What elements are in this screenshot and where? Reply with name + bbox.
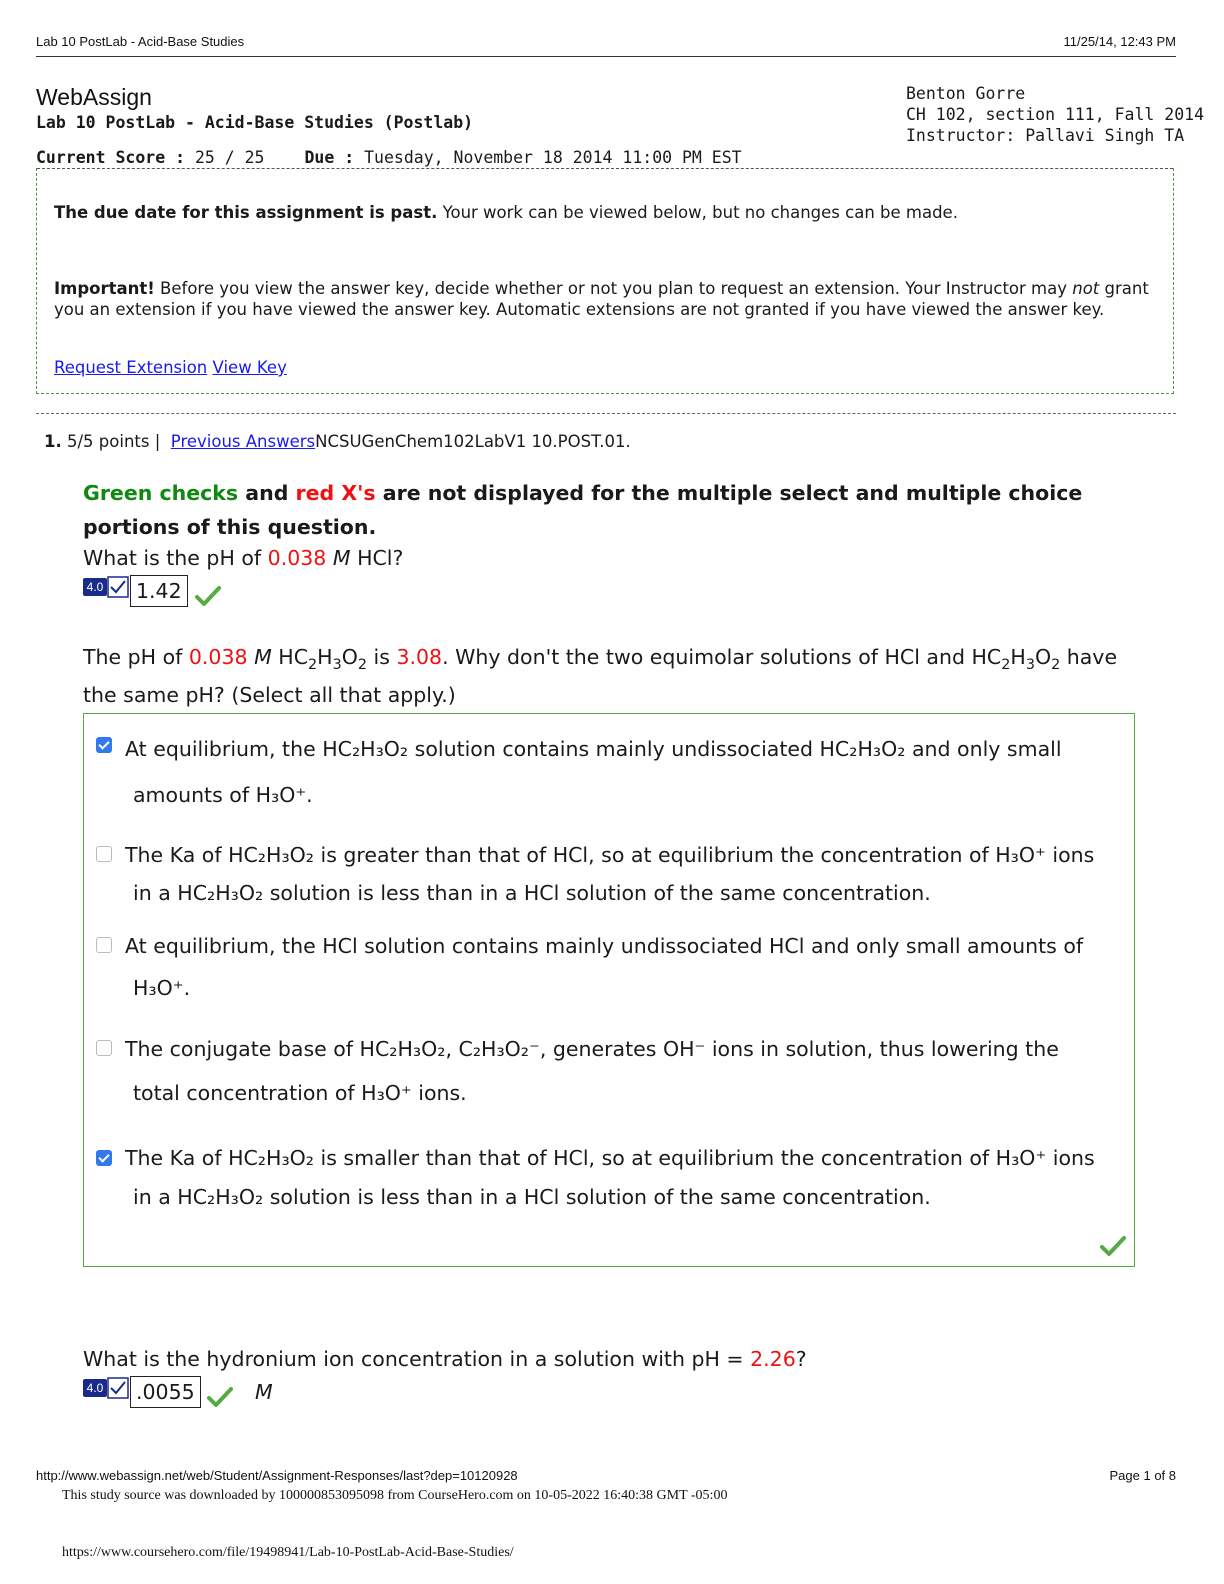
- instructor-name: Instructor: Pallavi Singh TA: [906, 126, 1185, 145]
- choice-1-text: [125, 726, 1125, 818]
- correct-check-icon: [1099, 1234, 1127, 1258]
- print-header: [36, 34, 1176, 57]
- choice-4-checkbox[interactable]: [96, 1040, 112, 1056]
- question-number: 1.: [44, 432, 62, 451]
- important-notice: [54, 278, 1154, 320]
- student-name: Benton Gorre: [906, 84, 1026, 103]
- score-line: [36, 148, 742, 167]
- choice-5-line2: in a HC₂H₃O₂ solution is less than in a HCl solution of the same concentration.: [133, 1185, 931, 1209]
- q2-prefix: The pH of: [83, 645, 189, 669]
- important-text-a: Before you view the answer key, decide whether or not you plan to request an extension. Your Instructor may: [154, 279, 1073, 298]
- choice-2-checkbox[interactable]: [96, 846, 112, 862]
- q1-prefix: What is the pH of: [83, 546, 268, 570]
- question-code: NCSUGenChem102LabV1 10.POST.01.: [315, 432, 631, 451]
- q2-is: is: [367, 645, 397, 669]
- choice-3-line1: At equilibrium, the HCl solution contains mainly undissociated HCl and only small amounts of: [125, 934, 1084, 958]
- important-text-b: grant you an extension if you have viewed the answer key. Automatic extensions are not granted if you have viewed the answer key.: [54, 279, 1149, 319]
- version-badge: 4.0: [83, 1379, 107, 1397]
- answer-3-unit: M: [255, 1380, 273, 1404]
- q1-suffix: HCl?: [350, 546, 404, 570]
- question-2-text: The pH of 0.038 M $HC_2H_3O_2$ is 3.08. Why don't the two equimolar solutions of HCl and $HC_2H_3O_2$ have: [83, 645, 1118, 674]
- choice-5-line1: The Ka of HC₂H₃O₂ is smaller than that of HCl, so at equilibrium the concentration of H₃O⁺ ions: [125, 1146, 1095, 1170]
- note-and: and: [238, 481, 296, 505]
- display-note: [83, 476, 1143, 544]
- choice-3-line2: H₃O⁺.: [133, 976, 191, 1000]
- choice-1-line2: amounts of H₃O⁺.: [133, 783, 313, 807]
- choice-4-line1: The conjugate base of HC₂H₃O₂, C₂H₃O₂⁻, generates OH⁻ ions in solution, thus lowering the: [125, 1037, 1059, 1061]
- choice-1-line1: At equilibrium, the HC₂H₃O₂ solution contains mainly undissociated HC₂H₃O₂ and only small: [125, 737, 1062, 761]
- version-badge: 4.0: [83, 578, 107, 596]
- past-due-text: Your work can be viewed below, but no changes can be made.: [437, 203, 958, 222]
- student-info: [906, 83, 1204, 146]
- choice-2-text: [125, 836, 1125, 912]
- question-2-text-line2: the same pH? (Select all that apply.): [83, 683, 456, 707]
- submitted-tick-icon: [107, 1377, 129, 1399]
- footer-page-number: Page 1 of 8: [1109, 1468, 1176, 1483]
- q1-unit: M: [332, 546, 351, 570]
- choice-3-text: [125, 925, 1125, 1009]
- past-due-notice: [54, 202, 1154, 223]
- brand-name: WebAssign: [36, 84, 152, 110]
- q2-have: have: [1060, 645, 1118, 669]
- print-header-title: Lab 10 PostLab - Acid-Base Studies: [36, 34, 245, 49]
- choice-5-text: [125, 1139, 1125, 1217]
- submitted-tick-icon: [107, 576, 129, 598]
- answer-3-field[interactable]: .0055: [130, 1376, 201, 1408]
- answer-3-row: [83, 1376, 283, 1410]
- note-green-checks: Green checks: [83, 481, 239, 505]
- assignment-title: Lab 10 PostLab - Acid-Base Studies (Postlab): [36, 113, 474, 132]
- footer-url: http://www.webassign.net/web/Student/Assignment-Responses/last?dep=10120928: [36, 1468, 518, 1483]
- question-3-text: [83, 1341, 807, 1378]
- q1-concentration: 0.038: [267, 546, 327, 570]
- q3-prefix: What is the hydronium ion concentration in a solution with pH =: [83, 1347, 751, 1371]
- correct-check-icon: [195, 585, 221, 607]
- notice-box: [36, 168, 1174, 394]
- q3-suffix: ?: [795, 1347, 807, 1371]
- score-label: Current Score :: [36, 148, 186, 167]
- score-value: 25 / 25: [194, 148, 265, 167]
- previous-answers-link[interactable]: Previous Answers: [170, 432, 316, 451]
- choice-4-text: [125, 1027, 1125, 1115]
- choice-2-line2: in a HC₂H₃O₂ solution is less than in a HCl solution of the same concentration.: [133, 881, 931, 905]
- q2-ph: 3.08: [396, 645, 443, 669]
- important-not: not: [1072, 279, 1100, 298]
- course-section: CH 102, section 111, Fall 2014: [906, 105, 1205, 124]
- note-red-xs: red X's: [295, 481, 376, 505]
- study-source-url: https://www.coursehero.com/file/19498941/Lab-10-PostLab-Acid-Base-Studies/: [62, 1545, 514, 1560]
- question-header: [44, 432, 631, 451]
- section-divider: [36, 413, 1176, 414]
- q2-concentration: 0.038: [188, 645, 248, 669]
- choice-1-checkbox[interactable]: [96, 737, 112, 753]
- q2-mid: . Why don't the two equimolar solutions of HCl and: [442, 645, 972, 669]
- choice-3-checkbox[interactable]: [96, 937, 112, 953]
- choice-2-line1: The Ka of HC₂H₃O₂ is greater than that of HCl, so at equilibrium the concentration of H₃O⁺ ions: [125, 843, 1095, 867]
- choice-4-line2: total concentration of H₃O⁺ ions.: [133, 1081, 467, 1105]
- multiple-select-box: [83, 713, 1135, 1267]
- notice-links: [54, 357, 1154, 378]
- request-extension-link[interactable]: Request Extension: [54, 358, 208, 377]
- important-bold: Important!: [54, 279, 155, 298]
- correct-check-icon: [207, 1386, 233, 1408]
- q3-ph: 2.26: [750, 1347, 796, 1371]
- print-header-datetime: 11/25/14, 12:43 PM: [1063, 34, 1176, 49]
- note-rest: are not displayed for the multiple select and multiple choice portions of this question.: [83, 481, 1083, 539]
- view-key-link[interactable]: View Key: [212, 358, 287, 377]
- due-label: Due :: [304, 148, 355, 167]
- question-1-text: [83, 540, 403, 577]
- answer-1-field[interactable]: 1.42: [130, 575, 188, 607]
- past-due-bold: The due date for this assignment is past.: [54, 203, 438, 222]
- choice-5-checkbox[interactable]: [96, 1150, 112, 1166]
- question-points: 5/5 points |: [67, 432, 161, 451]
- study-source-notice: This study source was downloaded by 100000853095098 from CourseHero.com on 10-05-2022 16:40:38 GMT -05:00: [62, 1488, 728, 1503]
- due-value: Tuesday, November 18 2014 11:00 PM EST: [364, 148, 742, 167]
